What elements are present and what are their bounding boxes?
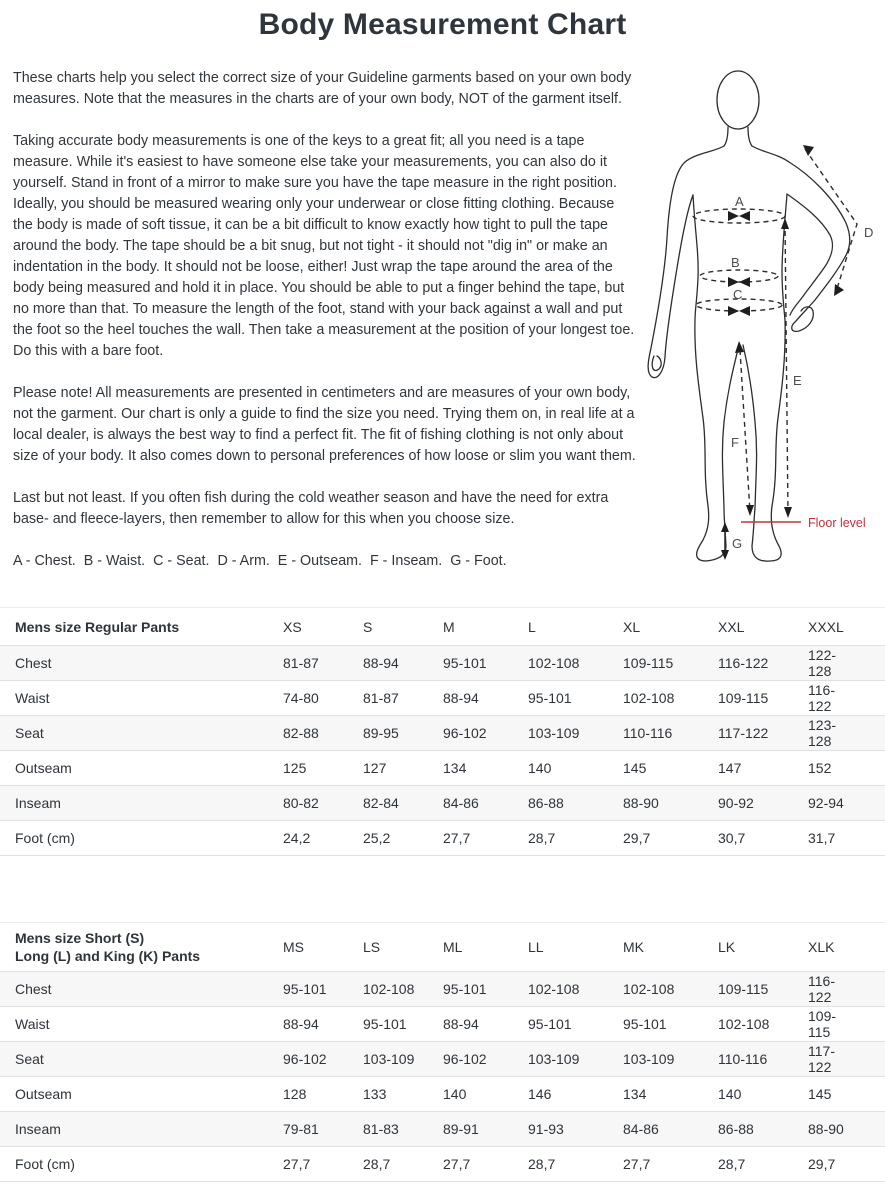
table-title: Mens size Short (S) Long (L) and King (K) Pants xyxy=(15,930,201,964)
table-cell: 91-93 xyxy=(528,1121,564,1137)
table-cell: 134 xyxy=(443,760,467,776)
table-cell: 117-122 xyxy=(808,1043,835,1075)
table-cell: 28,7 xyxy=(528,1156,556,1172)
table-cell: 95-101 xyxy=(623,1016,667,1032)
figure-label-foot: G xyxy=(732,536,743,551)
column-header: L xyxy=(528,618,536,635)
figure-label-chest: A xyxy=(735,194,744,209)
body-figure xyxy=(638,54,885,578)
table-cell: 140 xyxy=(718,1086,742,1102)
table-cell: 84-86 xyxy=(623,1121,659,1137)
table-cell: 95-101 xyxy=(443,981,487,997)
intro-paragraph: Taking accurate body measurements is one of the keys to a great fit; all you need is a tape measure. While it's easiest to have someone else take your measurements, you can also do it yourself. Stand in front of a mirror to make sure you have the tape measure in the right position. Ideally, you should be measured wearing only your underwear or close fitting clothing. Because the body is made of soft tissue, it can be a bit difficult to know exactly how tight to pull the tape around the body. The tape should be a bit snug, but not tight - it should not "dig in" or make an indentation in the body. It should not be loose, either! Just wrap the tape around the area of the body being measured and hold it in place. You should be able to put a finger behind the tape, but no more than that. To measure the length of the foot, stand with your back against a wall and put the foot so the heel touches the wall. Then take a measurement at the position of your longest toe. Do this with a bare foot. xyxy=(13,133,635,359)
table-cell: 102-108 xyxy=(528,655,580,671)
table-cell: 128 xyxy=(283,1086,307,1102)
table-row xyxy=(0,751,885,786)
table-cell: 95-101 xyxy=(443,655,487,671)
figure-label-inseam: F xyxy=(731,435,739,450)
row-label: Outseam xyxy=(15,1086,72,1102)
row-label: Waist xyxy=(15,690,50,706)
table-cell: 92-94 xyxy=(808,795,844,811)
table-cell: 96-102 xyxy=(443,1051,487,1067)
figure-label-seat: C xyxy=(733,287,743,302)
column-header: XL xyxy=(623,618,641,635)
table-row xyxy=(0,786,885,821)
table-cell: 146 xyxy=(528,1086,552,1102)
table-cell: 88-94 xyxy=(283,1016,319,1032)
table-cell: 88-94 xyxy=(443,1016,479,1032)
table-cell: 103-109 xyxy=(623,1051,675,1067)
table-cell: 96-102 xyxy=(283,1051,327,1067)
row-label: Chest xyxy=(15,655,52,671)
table-cell: 82-88 xyxy=(283,725,319,741)
header-row xyxy=(0,608,885,646)
table-cell: 95-101 xyxy=(363,1016,407,1032)
page-title: Body Measurement Chart xyxy=(258,8,627,41)
table-cell: 25,2 xyxy=(363,830,391,846)
table-row xyxy=(0,1112,885,1147)
table-cell: 74-80 xyxy=(283,690,319,706)
table-title: Mens size Regular Pants xyxy=(15,618,180,635)
column-header: ML xyxy=(443,939,463,955)
row-label: Foot (cm) xyxy=(15,830,75,846)
table-cell: 116-122 xyxy=(808,682,835,714)
table-cell: 81-83 xyxy=(363,1121,399,1137)
table-cell: 116-122 xyxy=(718,655,769,671)
table-row xyxy=(0,1077,885,1112)
table-cell: 127 xyxy=(363,760,387,776)
table-cell: 103-109 xyxy=(363,1051,415,1067)
table-row xyxy=(0,681,885,716)
table-cell: 145 xyxy=(808,1086,832,1102)
intro-paragraph: Last but not least. If you often fish during the cold weather season and have the need for extra base- and fleece-layers, then remember to allow for this when you choose size. xyxy=(13,490,609,527)
table-cell: 133 xyxy=(363,1086,387,1102)
column-header: MS xyxy=(283,939,304,955)
figure-label-waist: B xyxy=(731,255,740,270)
table-cell: 152 xyxy=(808,760,832,776)
size-tables xyxy=(0,607,885,1182)
table-row xyxy=(0,1007,885,1042)
table-cell: 110-116 xyxy=(623,725,673,741)
table-cell: 103-109 xyxy=(528,1051,580,1067)
row-label: Seat xyxy=(15,725,44,741)
table-cell: 86-88 xyxy=(718,1121,754,1137)
column-header: M xyxy=(443,618,455,635)
row-label: Chest xyxy=(15,981,52,997)
body-measurement-figure-svg xyxy=(638,56,883,578)
column-header: LK xyxy=(718,939,736,955)
row-label: Seat xyxy=(15,1051,44,1067)
table-cell: 79-81 xyxy=(283,1121,319,1137)
table-cell: 90-92 xyxy=(718,795,754,811)
table-cell: 24,2 xyxy=(283,830,311,846)
row-label: Inseam xyxy=(15,795,61,811)
table-cell: 95-101 xyxy=(528,690,572,706)
table-cell: 140 xyxy=(528,760,552,776)
table-cell: 27,7 xyxy=(443,830,471,846)
table-cell: 134 xyxy=(623,1086,647,1102)
table-cell: 28,7 xyxy=(528,830,556,846)
table-cell: 84-86 xyxy=(443,795,479,811)
table-cell: 82-84 xyxy=(363,795,399,811)
table-cell: 122-128 xyxy=(808,647,837,679)
table-cell: 103-109 xyxy=(528,725,580,741)
table-cell: 96-102 xyxy=(443,725,487,741)
row-label: Waist xyxy=(15,1016,50,1032)
table-cell: 117-122 xyxy=(718,725,769,741)
table-cell: 95-101 xyxy=(528,1016,572,1032)
table-cell: 89-91 xyxy=(443,1121,479,1137)
table-row xyxy=(0,1042,885,1077)
table-row xyxy=(0,646,885,681)
table-cell: 28,7 xyxy=(718,1156,746,1172)
table-cell: 29,7 xyxy=(623,830,651,846)
figure-labels xyxy=(731,194,873,551)
table-cell: 80-82 xyxy=(283,795,319,811)
table-cell: 89-95 xyxy=(363,725,399,741)
row-label: Inseam xyxy=(15,1121,61,1137)
table-cell: 29,7 xyxy=(808,1156,836,1172)
row-label: Foot (cm) xyxy=(15,1156,75,1172)
size-table-regular xyxy=(0,607,885,856)
table-cell: 147 xyxy=(718,760,742,776)
table-cell: 125 xyxy=(283,760,307,776)
measurement-legend: A - Chest. B - Waist. C - Seat. D - Arm. E - Outseam. F - Inseam. G - Foot. xyxy=(13,553,507,569)
table-cell: 88-94 xyxy=(443,690,479,706)
table-cell: 28,7 xyxy=(363,1156,391,1172)
column-header: XXL xyxy=(718,618,745,635)
table-cell: 102-108 xyxy=(623,981,675,997)
body-measurement-chart-page xyxy=(0,8,885,1194)
column-header: XXXL xyxy=(808,618,844,635)
table-row xyxy=(0,1147,885,1182)
table-cell: 88-90 xyxy=(623,795,659,811)
column-header: LL xyxy=(528,939,544,955)
row-label: Outseam xyxy=(15,760,72,776)
table-cell: 109-115 xyxy=(623,655,674,671)
column-header: LS xyxy=(363,939,381,955)
table-cell: 81-87 xyxy=(363,690,399,706)
table-cell: 86-88 xyxy=(528,795,564,811)
table-cell: 27,7 xyxy=(443,1156,471,1172)
table-cell: 145 xyxy=(623,760,647,776)
table-cell: 102-108 xyxy=(718,1016,770,1032)
intro-paragraph: Please note! All measurements are presented in centimeters and are measures of your own body, not the garment. Our chart is only a guide to find the size you need. Trying them on, in real life at a local dealer, is always the best way to find a perfect fit. The fit of fishing clothing is not only about size of your body. It also comes down to personal preferences of how loose or slim you want them. xyxy=(13,385,636,464)
size-table-short-long-king xyxy=(0,922,885,1182)
figure-label-arm: D xyxy=(864,225,874,240)
column-header: MK xyxy=(623,939,644,955)
table-cell: 116-122 xyxy=(808,973,835,1005)
table-row xyxy=(0,972,885,1007)
table-cell: 95-101 xyxy=(283,981,327,997)
floor-level-label: Floor level xyxy=(808,516,866,530)
table-cell: 123-128 xyxy=(808,717,837,749)
header-row xyxy=(0,923,885,972)
measure-bands xyxy=(693,149,857,514)
table-cell: 81-87 xyxy=(283,655,319,671)
figure-label-outseam: E xyxy=(793,373,802,388)
column-header: S xyxy=(363,618,373,635)
table-cell: 102-108 xyxy=(528,981,580,997)
table-cell: 109-115 xyxy=(718,690,769,706)
table-cell: 140 xyxy=(443,1086,467,1102)
intro-text xyxy=(0,54,638,593)
table-cell: 102-108 xyxy=(363,981,415,997)
table-cell: 88-90 xyxy=(808,1121,844,1137)
intro-paragraph: These charts help you select the correct size of your Guideline garments based on your own body measures. Note that the measures in the charts are of your own body, NOT of the garment itself. xyxy=(13,70,632,107)
table-cell: 102-108 xyxy=(623,690,675,706)
intro-section xyxy=(0,54,885,593)
table-cell: 30,7 xyxy=(718,830,746,846)
table-cell: 27,7 xyxy=(623,1156,651,1172)
column-header: XS xyxy=(283,618,302,635)
table-cell: 88-94 xyxy=(363,655,399,671)
table-cell: 31,7 xyxy=(808,830,836,846)
table-cell: 110-116 xyxy=(718,1051,768,1067)
column-header: XLK xyxy=(808,939,835,955)
table-row xyxy=(0,821,885,856)
table-cell: 109-115 xyxy=(718,981,769,997)
table-cell: 27,7 xyxy=(283,1156,311,1172)
table-cell: 109-115 xyxy=(808,1008,837,1040)
table-row xyxy=(0,716,885,751)
